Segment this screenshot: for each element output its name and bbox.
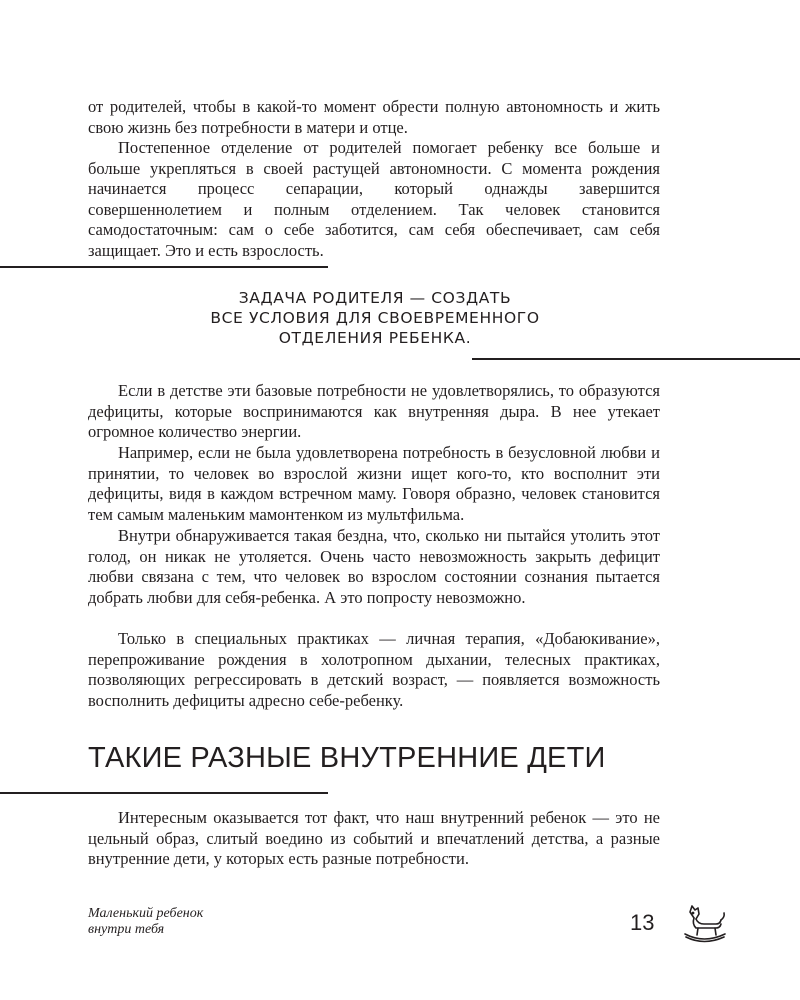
- pull-quote: [120, 288, 630, 348]
- paragraph-inner-children: Интересным оказывается тот факт, что наш внутренний ребенок — это не цельный образ, слитый воедино из событий и впечатлений детства, а разные внутренние дети, у которых есть разные потребности.: [88, 808, 660, 869]
- paragraph-practices: Только в специальных практиках — личная терапия, «Добаюкивание», перепроживание рождения в холотропном дыхании, телесных практиках, позволяющих регрессировать в детский возраст, — появляется возможность восполнить дефициты адресно себе-ребенку.: [88, 629, 660, 710]
- rocking-horse-icon: [680, 902, 728, 946]
- quote-rule-bottom: [472, 358, 800, 360]
- footer-book-title-line-2: внутри тебя: [88, 922, 165, 937]
- pull-quote-line-1: ЗАДАЧА РОДИТЕЛЯ — СОЗДАТЬ: [238, 289, 512, 307]
- footer-book-title-line-1: Маленький ребенок: [88, 906, 204, 921]
- paragraph-abyss: Внутри обнаруживается такая бездна, что, сколько ни пытайся утолить этот голод, он никак не утоляется. Очень часто невозможность закрыть дефицит любви связана с тем, что человек во взрослом состоянии сознания пытается добрать любви для себя-ребенка. А это попросту невозможно.: [88, 526, 660, 607]
- pull-quote-line-3: ОТДЕЛЕНИЯ РЕБЕНКА.: [278, 329, 472, 347]
- page-number: 13: [630, 910, 655, 935]
- quote-rule-top: [0, 266, 328, 268]
- paragraph-deficits: Если в детстве эти базовые потребности не удовлетворялись, то образуются дефициты, которые воспринимаются как внутренняя дыра. В нее утекает огромное количество энергии.: [88, 381, 660, 442]
- pull-quote-line-2: ВСЕ УСЛОВИЯ ДЛЯ СВОЕВРЕМЕННОГО: [210, 309, 540, 327]
- paragraph-continuation: от родителей, чтобы в какой-то момент обрести полную автономность и жить свою жизнь без потребности в матери и отце.: [88, 97, 660, 137]
- paragraph-example: Например, если не была удовлетворена потребность в безусловной любви и принятии, то человек во взрослой жизни ищет кого-то, кто восполнит эти дефициты, видя в каждом встречном маму. Говоря образно, человек становится тем самым маленьким мамонтенком из мультфильма.: [88, 443, 660, 524]
- footer-book-title: [88, 906, 203, 938]
- section-title: ТАКИЕ РАЗНЫЕ ВНУТРЕННИЕ ДЕТИ: [88, 742, 606, 774]
- section-rule: [0, 792, 328, 794]
- paragraph-separation: Постепенное отделение от родителей помогает ребенку все больше и больше укрепляться в своей растущей автономности. С момента рождения начинается процесс сепарации, который однажды завершится совершеннолетием и полным отделением. Так человек становится самодостаточным: сам о себе заботится, сам себя обеспечивает, сам себя защищает. Это и есть взрослость.: [88, 138, 660, 260]
